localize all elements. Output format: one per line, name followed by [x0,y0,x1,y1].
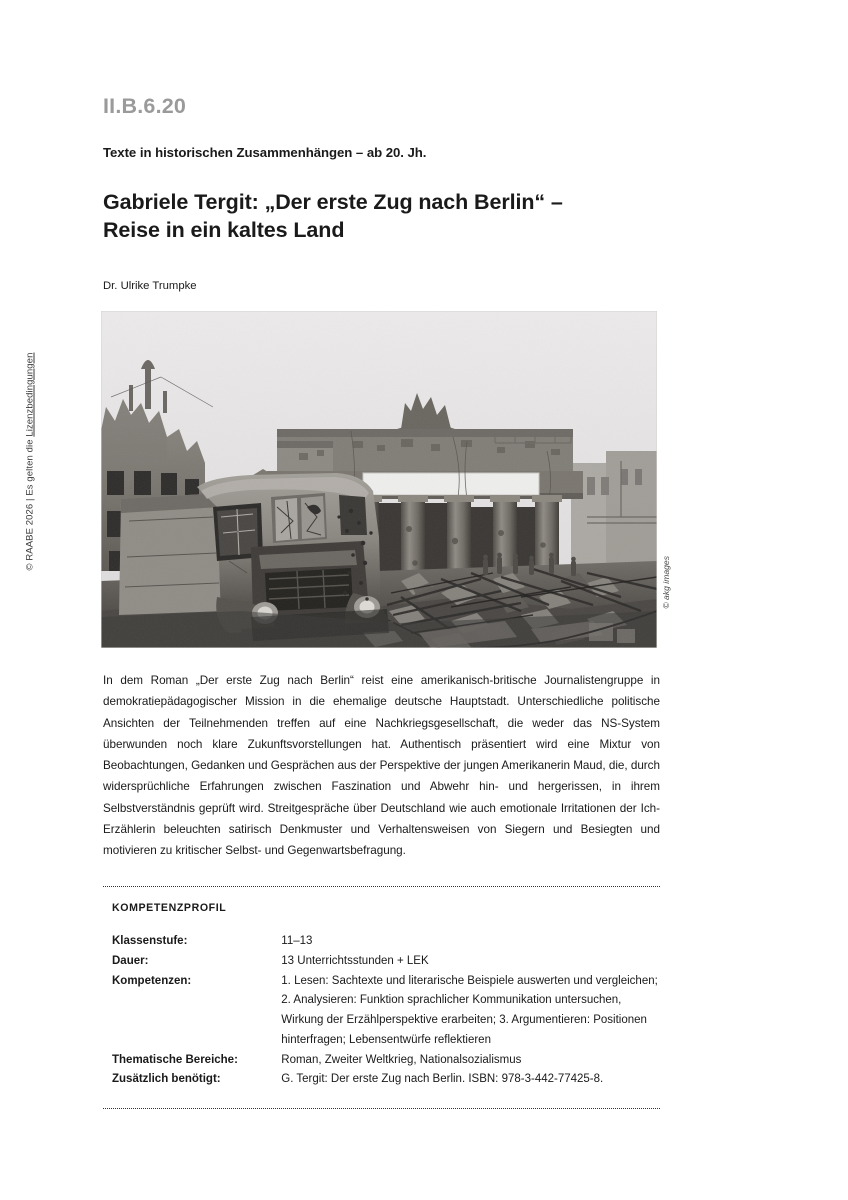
table-row [112,972,660,1051]
hero-photo [101,311,657,648]
table-row [112,952,660,972]
series-subtitle: Texte in historischen Zusammenhängen – ab 20. Jh. [103,145,427,160]
document-code: II.B.6.20 [103,94,187,118]
competency-profile-table [112,932,660,1090]
photo-credit-text: © akg images [661,556,671,609]
author-name: Dr. Ulrike Trumpke [103,280,197,292]
license-terms-link[interactable]: Lizenzbedingungen [24,352,36,437]
table-row [112,932,660,952]
photo-credit [661,436,675,609]
row-value: Roman, Zweiter Weltkrieg, Nationalsozialismus [281,1053,522,1066]
license-strip [0,0,60,1200]
table-row [112,1070,660,1090]
row-label: Zusätzlich benötigt: [112,1073,221,1086]
row-value: 11–13 [281,935,313,947]
row-label: Dauer: [112,954,149,967]
row-label: Klassenstufe: [112,935,188,947]
row-value: G. Tergit: Der erste Zug nach Berlin. ISBN: 978-3-442-77425-8. [281,1073,604,1086]
row-label: Thematische Bereiche: [112,1053,238,1066]
competency-profile-heading: KOMPETENZPROFIL [112,902,227,914]
page-title-line-1: Gabriele Tergit: „Der erste Zug nach Berlin“ – [103,190,563,214]
intro-paragraph: In dem Roman „Der erste Zug nach Berlin“ reist eine amerikanisch-britische Journalistengruppe in demokratiepädagogischer Mission in die ehemalige deutsche Hauptstadt. Unterschiedliche politische Ansichten der Teilnehmenden treffen auf eine Nachkriegsgesellschaft, die weder das NS-System überwunden noch klare Zukunftsvorstellungen hat. Authentisch präsentiert wird eine Mixtur von Beobachtungen, Gedanken und Gesprächen aus der Perspektive der jungen Amerikanerin Maud, die, durch widersprüchliche Erfahrungen zwischen Faszination und Abwehr hin- und hergerissen, in ihrem Selbstverständnis geprüft wird. Streitgespräche über Deutschland wie auch emotionale Irritationen der Ich-Erzählerin beleuchten satirisch Denkmuster und Verhaltensweisen von Siegern und Besiegten und motivieren zu kritischer Selbst- und Gegenwartsbefragung. [103,674,660,858]
page-title [103,188,663,245]
license-notice [25,266,36,866]
row-value: 13 Unterrichtsstunden + LEK [281,954,429,967]
table-row [112,1051,660,1071]
license-prefix: © RAABE 2026 | Es gelten die [24,436,36,571]
row-value: 1. Lesen: Sachtexte und literarische Beispiele auswerten und vergleichen; 2. Analysieren: Funktion sprachlicher Kommunikation untersuchen, Wirkung der Erzählperspektive erarbeiten; 3. Argumentieren: Positionen hinterfragen; Lebensentwürfe reflektieren [281,974,658,1046]
row-label: Kompetenzen: [112,974,192,987]
page-title-line-2: Reise in ein kaltes Land [103,218,345,243]
brandenburg-gate-ruins-image [101,311,657,648]
divider-bottom [103,1108,660,1110]
divider-top [103,886,660,888]
